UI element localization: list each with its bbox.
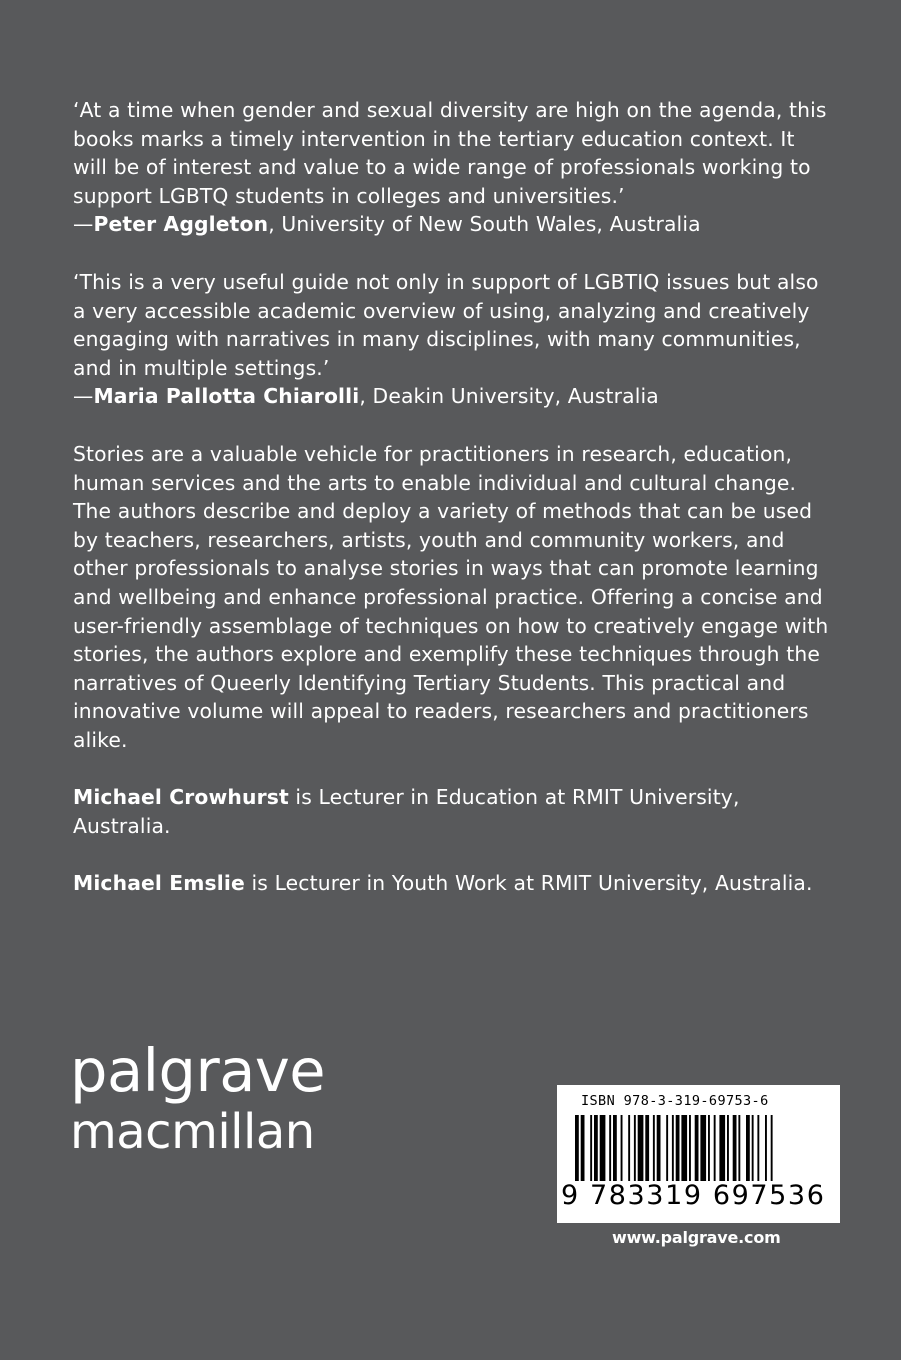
- barcode-bar: [681, 1115, 687, 1181]
- author-1-name: Michael Crowhurst: [73, 785, 289, 810]
- barcode-bar: [657, 1115, 661, 1181]
- author-2-name: Michael Emslie: [73, 870, 245, 895]
- logo-line-2: macmillan: [70, 1104, 315, 1160]
- barcode-bar: [727, 1115, 729, 1181]
- barcode-digits: 9 783319 697536: [561, 1180, 826, 1211]
- isbn-barcode: [557, 1085, 840, 1223]
- back-cover-text: [73, 96, 833, 897]
- barcode-bar: [581, 1115, 585, 1181]
- barcode-bar: [765, 1115, 767, 1181]
- quote-1-text: ‘At a time when gender and sexual diversity are high on the agenda, this books marks a timely intervention in the tertiary education context. It will be of interest and value to a wide range of professionals working to support LGBTQ students in colleges and universities.’: [73, 98, 827, 208]
- publisher-logo: [70, 1036, 326, 1160]
- barcode-bar: [714, 1115, 716, 1181]
- quote-2-attribution: —Maria Pallotta Chiarolli, Deakin University, Australia: [73, 384, 659, 409]
- barcode-bar: [757, 1115, 759, 1181]
- barcode-bar: [738, 1115, 740, 1181]
- barcode-bar: [752, 1115, 754, 1181]
- barcode-bar: [708, 1115, 710, 1181]
- barcode-bar: [653, 1115, 655, 1181]
- barcode-bars: [575, 1115, 823, 1181]
- barcode-bar: [719, 1115, 725, 1181]
- publisher-website[interactable]: www.palgrave.com: [612, 1228, 781, 1247]
- barcode-bar: [700, 1115, 706, 1181]
- barcode-bar: [590, 1115, 592, 1181]
- barcode-bar: [645, 1115, 649, 1181]
- barcode-bar: [600, 1115, 606, 1181]
- barcode-bar: [628, 1115, 630, 1181]
- barcode-bar: [575, 1115, 579, 1181]
- barcode-bar: [733, 1115, 737, 1181]
- barcode-bar: [771, 1115, 773, 1181]
- quote-1-attribution: —Peter Aggleton, University of New South Wales, Australia: [73, 212, 701, 237]
- quote-2-affiliation: Deakin University, Australia: [372, 384, 659, 409]
- author-1-bio: [73, 783, 833, 840]
- barcode-bar: [634, 1115, 636, 1181]
- barcode-bar: [609, 1115, 611, 1181]
- logo-line-1: palgrave: [70, 1036, 326, 1105]
- barcode-bar: [666, 1115, 668, 1181]
- barcode-bar: [689, 1115, 691, 1181]
- author-2-bio-text: is Lecturer in Youth Work at RMIT University, Australia.: [251, 870, 813, 895]
- quote-1-affiliation: University of New South Wales, Australia: [281, 212, 701, 237]
- barcode-bar: [613, 1115, 617, 1181]
- isbn-label: ISBN 978-3-319-69753-6: [581, 1093, 769, 1109]
- barcode-bar: [621, 1115, 623, 1181]
- quote-2-text: ‘This is a very useful guide not only in support of LGBTIQ issues but also a very accessible academic overview of using, analyzing and creatively engaging with narratives in many disciplines, with many communities, and in multiple settings.’: [73, 269, 819, 380]
- barcode-bar: [746, 1115, 750, 1181]
- author-2-bio: [73, 869, 833, 898]
- quote-2-author: Maria Pallotta Chiarolli: [93, 384, 360, 409]
- quote-1-author: Peter Aggleton: [93, 212, 269, 237]
- barcode-bar: [638, 1115, 644, 1181]
- book-description: Stories are a valuable vehicle for practitioners in research, education, human services and the arts to enable individual and cultural change. The authors describe and deploy a variety of methods that can be used by teachers, researchers, artists, youth and community workers, and other professionals to analyse stories in ways that can promote learning and wellbeing and enhance professional practice. Offering a concise and user-friendly assemblage of techniques on how to creatively engage with stories, the authors explore and exemplify these techniques through the narratives of Queerly Identifying Tertiary Students. This practical and innovative volume will appeal to readers, researchers and practitioners alike.: [73, 441, 829, 752]
- barcode-bar: [676, 1115, 680, 1181]
- barcode-bar: [594, 1115, 598, 1181]
- barcode-bar: [695, 1115, 699, 1181]
- barcode-bar: [672, 1115, 674, 1181]
- author-1-bio-text: is Lecturer in Education at RMIT University, Australia.: [73, 785, 740, 839]
